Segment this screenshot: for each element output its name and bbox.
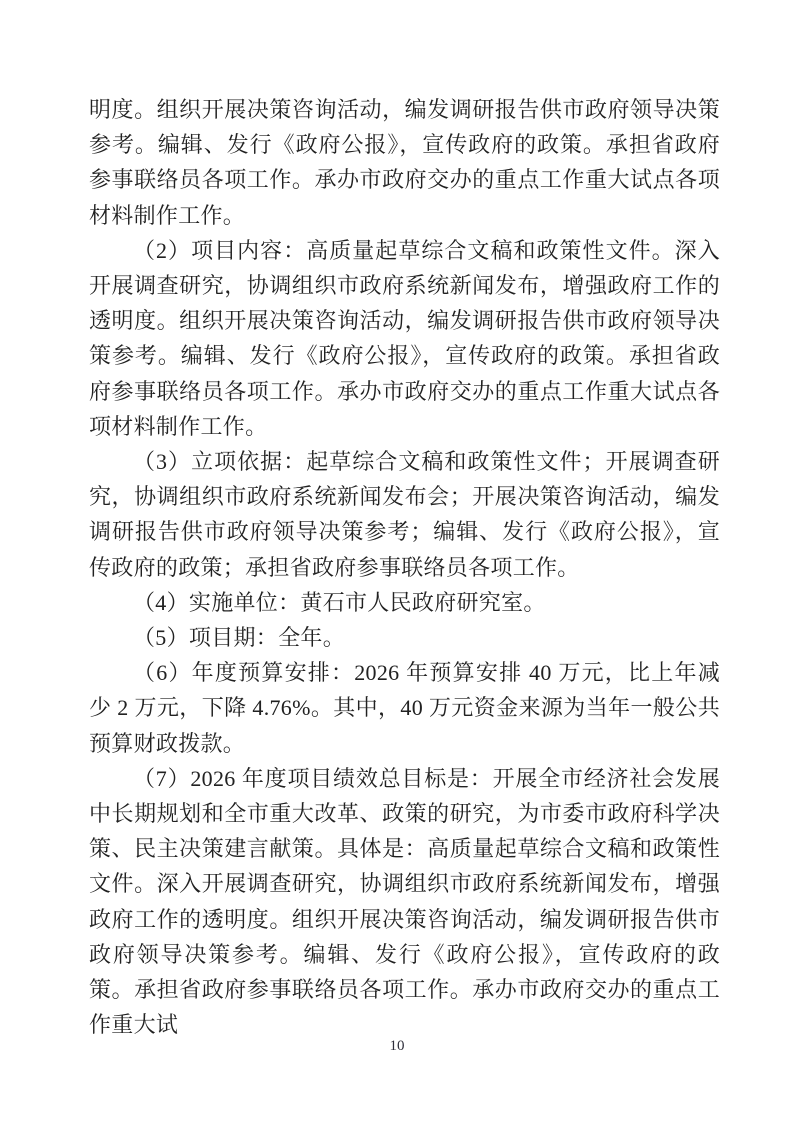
paragraph-item-2-project-content: （2）项目内容：高质量起草综合文稿和政策性文件。深入开展调查研究，协调组织市政府系统新闻发布，增强政府工作的透明度。组织开展决策咨询活动，编发调研报告供市政府领导决策参考。编辑、发行《政府公报》，宣传政府的政策。承担省政府参事联络员各项工作。承办市政府交办的重点工作重大试点各项材料制作工作。 [89,237,720,439]
paragraph-item-6-annual-budget: （6）年度预算安排：2026 年预算安排 40 万元，比上年减少 2 万元，下降 4.76%。其中，40 万元资金来源为当年一般公共预算财政拨款。 [89,660,720,756]
paragraph-item-7-performance-goal: （7）2026 年度项目绩效总目标是：开展全市经济社会发展中长期规划和全市重大改革、政策的研究，为市委市政府科学决策、民主决策建言献策。具体是：高质量起草综合文稿和政策性文件。深入开展调查研究，协调组织市政府系统新闻发布，增强政府工作的透明度。组织开展决策咨询活动，编发调研报告供市政府领导决策参考。编辑、发行《政府公报》，宣传政府的政策。承担省政府参事联络员各项工作。承办市政府交办的重点工作重大试 [89,765,720,1038]
page-number: 10 [389,1038,405,1054]
paragraph-item-4-implementing-unit: （4）实施单位：黄石市人民政府研究室。 [133,589,546,615]
document-body [89,92,720,1042]
paragraph-continuation: 明度。组织开展决策咨询活动，编发调研报告供市政府领导决策参考。编辑、发行《政府公报》，宣传政府的政策。承担省政府参事联络员各项工作。承办市政府交办的重点工作重大试点各项材料制作工作。 [89,97,720,228]
paragraph-item-3-project-basis: （3）立项依据：起草综合文稿和政策性文件；开展调查研究，协调组织市政府系统新闻发布会；开展决策咨询活动，编发调研报告供市政府领导决策参考；编辑、发行《政府公报》，宣传政府的政策；承担省政府参事联络员各项工作。 [89,449,720,580]
paragraph-item-5-project-period: （5）项目期：全年。 [133,625,346,651]
